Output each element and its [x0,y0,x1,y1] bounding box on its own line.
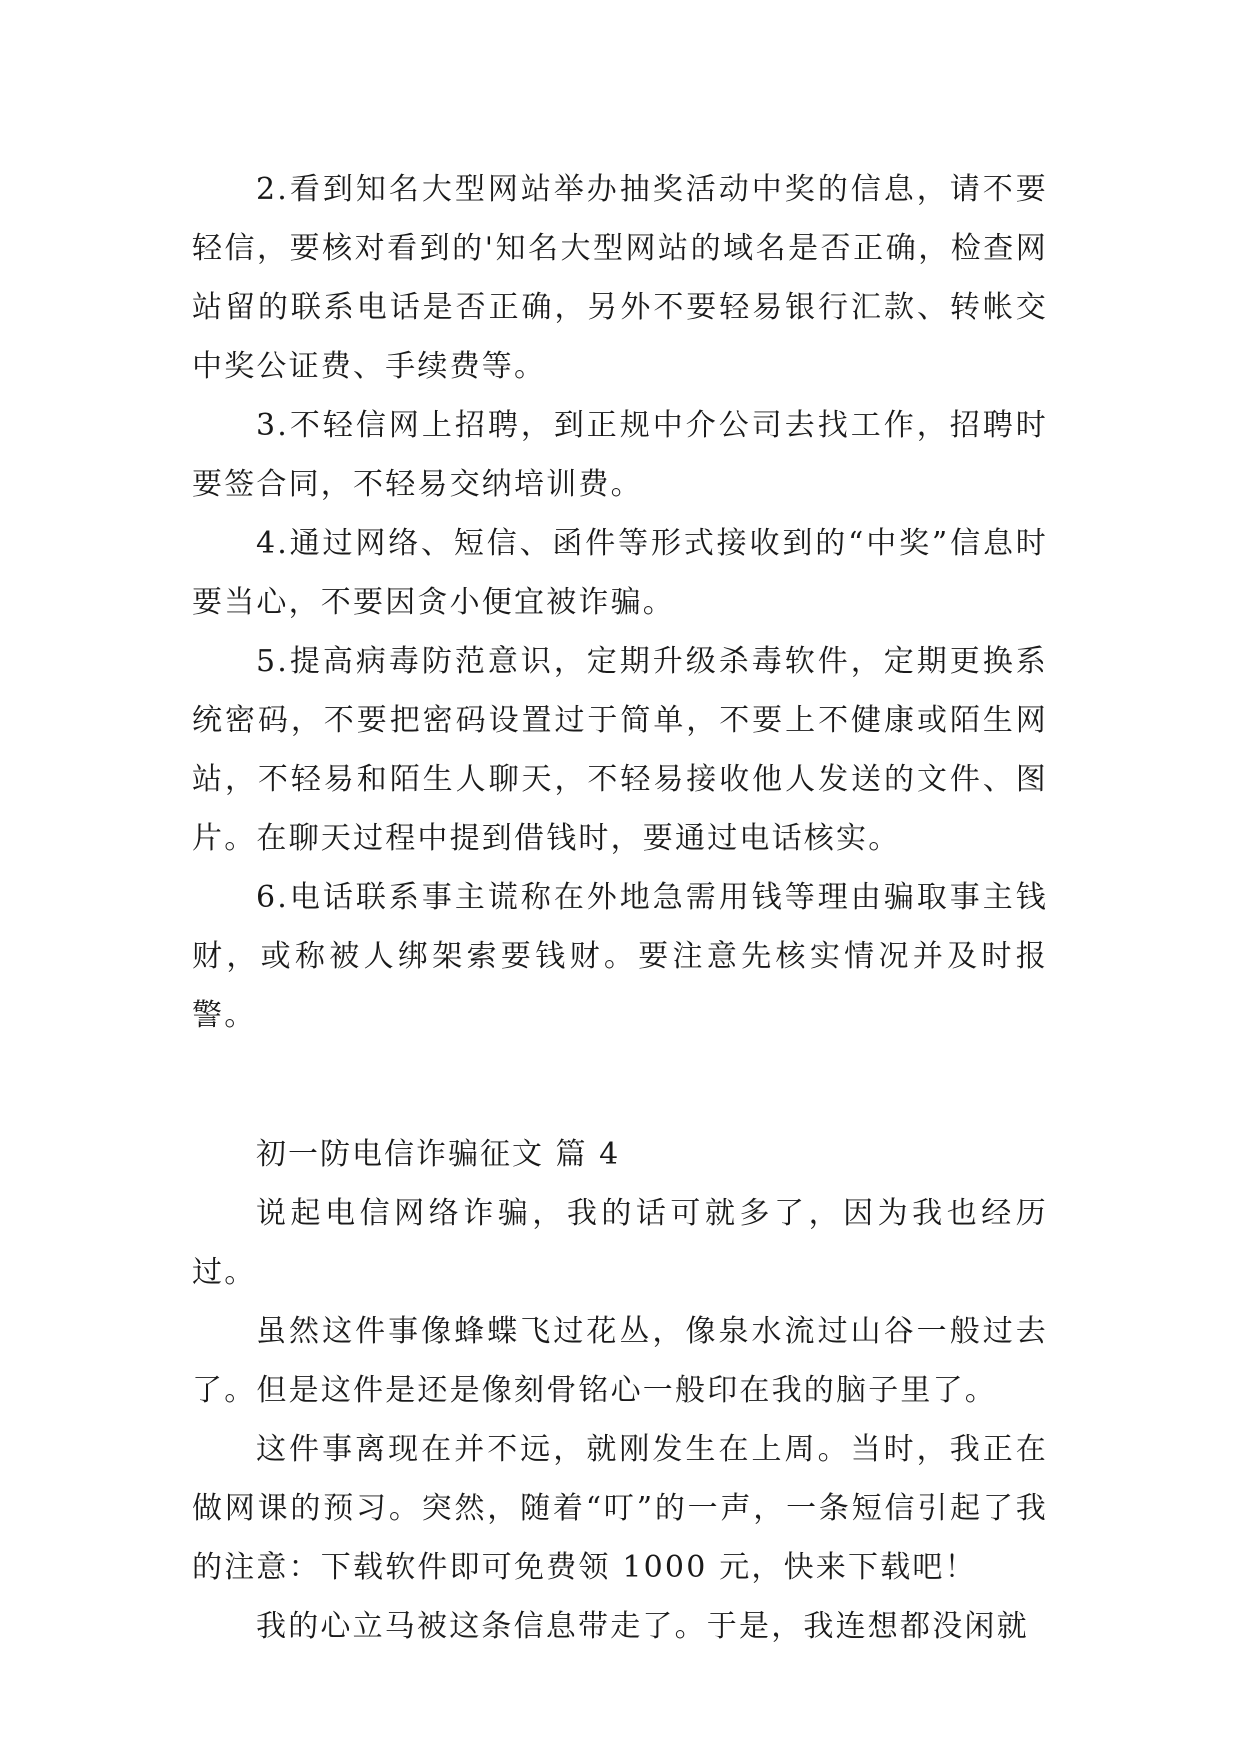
paragraph-tip-2: 2.看到知名大型网站举办抽奖活动中奖的信息，请不要轻信，要核对看到的'知名大型网站的域名是否正确，检查网站留的联系电话是否正确，另外不要轻易银行汇款、转帐交中奖公证费、手续费等。 [192,172,1048,384]
section-title: 初一防电信诈骗征文 篇 4 [256,1137,621,1172]
essay-paragraph: 我的心立马被这条信息带走了。于是，我连想都没闲就 [256,1609,1029,1644]
document-body [192,160,1048,1656]
paragraph-tip-5: 5.提高病毒防范意识，定期升级杀毒软件，定期更换系统密码，不要把密码设置过于简单，不要上不健康或陌生网站，不轻易和陌生人聊天，不轻易接收他人发送的文件、图片。在聊天过程中提到借钱时，要通过电话核实。 [192,644,1048,856]
essay-paragraph: 这件事离现在并不远，就刚发生在上周。当时，我正在做网课的预习。突然，随着“叮”的一声，一条短信引起了我的注意：下载软件即可免费领 1000 元，快来下载吧！ [192,1432,1048,1585]
paragraph-tip-4: 4.通过网络、短信、函件等形式接收到的“中奖”信息时要当心，不要因贪小便宜被诈骗。 [192,526,1048,620]
paragraph-tip-6: 6.电话联系事主谎称在外地急需用钱等理由骗取事主钱财，或称被人绑架索要钱财。要注意先核实情况并及时报警。 [192,880,1048,1033]
essay-paragraph: 虽然这件事像蜂蝶飞过花丛，像泉水流过山谷一般过去了。但是这件是还是像刻骨铭心一般印在我的脑子里了。 [192,1314,1048,1408]
paragraph-tip-3: 3.不轻信网上招聘，到正规中介公司去找工作，招聘时要签合同，不轻易交纳培训费。 [192,408,1048,502]
essay-paragraph: 说起电信网络诈骗，我的话可就多了，因为我也经历过。 [192,1196,1048,1290]
